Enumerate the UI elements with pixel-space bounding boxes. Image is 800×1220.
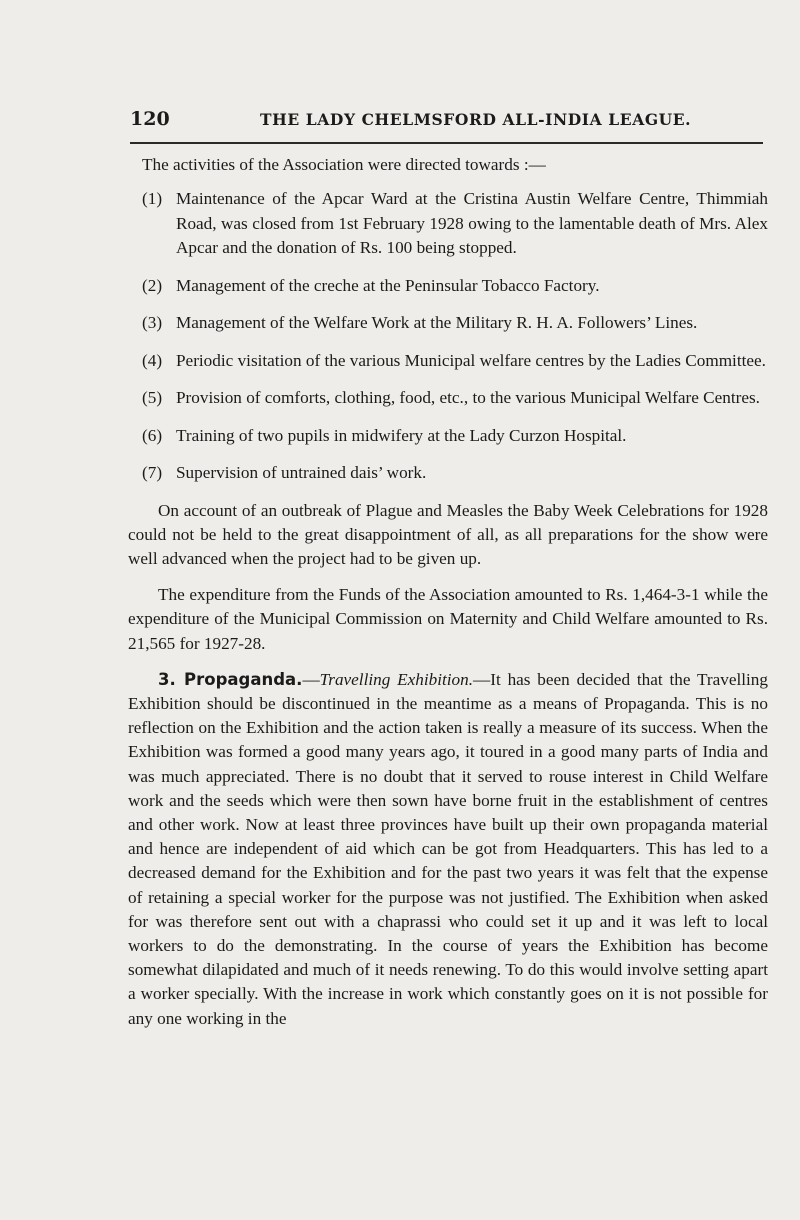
section-body: —It has been decided that the Travelling Exhibition should be discontinued in the meantime as a means of Propaganda. This is no reflection on the Exhibition and the action taken is really a measure of its success. When the Exhibition was formed a good many years ago, it toured in a good many parts of India and was much appreciated. There is no doubt that it served to rouse interest in Child Welfare work and the seeds which were then sown have borne fruit in the establishment of centres and other work. Now at least three provinces have built up their own propaganda material and hence are independent of aid which can be got from Headquarters. This has led to a decreased demand for the Exhibition and for the past two years it was felt that the expense of retaining a special worker for the purpose was not justified. The Exhibition when asked for was therefore sent out with a chaprassi who could set it up and it was left to local workers to do the demonstrating. In the course of years the Exhibition has become somewhat dilapidated and much of it needs renewing. To do this would involve setting apart a worker specially. With the increase in work which constantly goes on it is not possible for any one working in the xyxy=(128,669,768,1028)
list-item-text: Provision of comforts, clothing, food, etc., to the various Municipal Welfare Centres. xyxy=(176,388,760,407)
section-subheading: Travelling Exhibition. xyxy=(319,669,474,689)
list-item-number: (3) xyxy=(142,313,163,332)
baby-week-paragraph: On account of an outbreak of Plague and Measles the Baby Week Celebrations for 1928 could not be held to the great disappointment of all, as all preparations for the show were well advanced when the project had to be given up. xyxy=(128,500,768,568)
list-item xyxy=(142,349,768,374)
list-item xyxy=(142,311,768,336)
list-item-number: (6) xyxy=(142,425,163,445)
list-item-text: Training of two pupils in midwifery at the Lady Curzon Hospital. xyxy=(176,425,627,445)
list-item-text: Management of the creche at the Peninsular Tobacco Factory. xyxy=(176,275,600,295)
section-heading: 3. Propaganda. xyxy=(158,669,303,689)
list-item xyxy=(142,187,768,261)
page-number: 120 xyxy=(130,108,170,130)
running-head: THE LADY CHELMSFORD ALL-INDIA LEAGUE. xyxy=(260,110,692,129)
list-item xyxy=(142,424,768,449)
list-item-number: (4) xyxy=(142,350,163,370)
intro-paragraph: The activities of the Association were directed towards :— xyxy=(142,155,546,174)
list-item-text: Supervision of untrained dais’ work. xyxy=(176,463,427,482)
page-header xyxy=(130,108,770,132)
propaganda-section xyxy=(128,668,768,1031)
list-item-number: (2) xyxy=(142,275,163,295)
list-item xyxy=(142,274,768,299)
list-item-text: Management of the Welfare Work at the Military R. H. A. Followers’ Lines. xyxy=(176,313,698,332)
list-item-number: (7) xyxy=(142,463,163,482)
expenditure-paragraph: The expenditure from the Funds of the Association amounted to Rs. 1,464-3-1 while the expenditure of the Municipal Commission on Maternity and Child Welfare amounted to Rs. 21,565 for 1927-28. xyxy=(128,585,768,653)
list-item-text: Maintenance of the Apcar Ward at the Cristina Austin Welfare Centre, Thimmiah Road, was closed from 1st February 1928 owing to the lamentable death of Mrs. Alex Apcar and the donation of Rs. 100 being stopped. xyxy=(176,189,768,257)
header-rule xyxy=(130,142,763,144)
list-item xyxy=(142,386,768,411)
list-item xyxy=(142,461,768,486)
page-body xyxy=(128,150,768,1031)
section-dash: — xyxy=(302,669,320,689)
list-item-number: (1) xyxy=(142,189,163,208)
list-item-number: (5) xyxy=(142,388,163,407)
list-item-text: Periodic visitation of the various Municipal welfare centres by the Ladies Committee. xyxy=(176,350,766,370)
